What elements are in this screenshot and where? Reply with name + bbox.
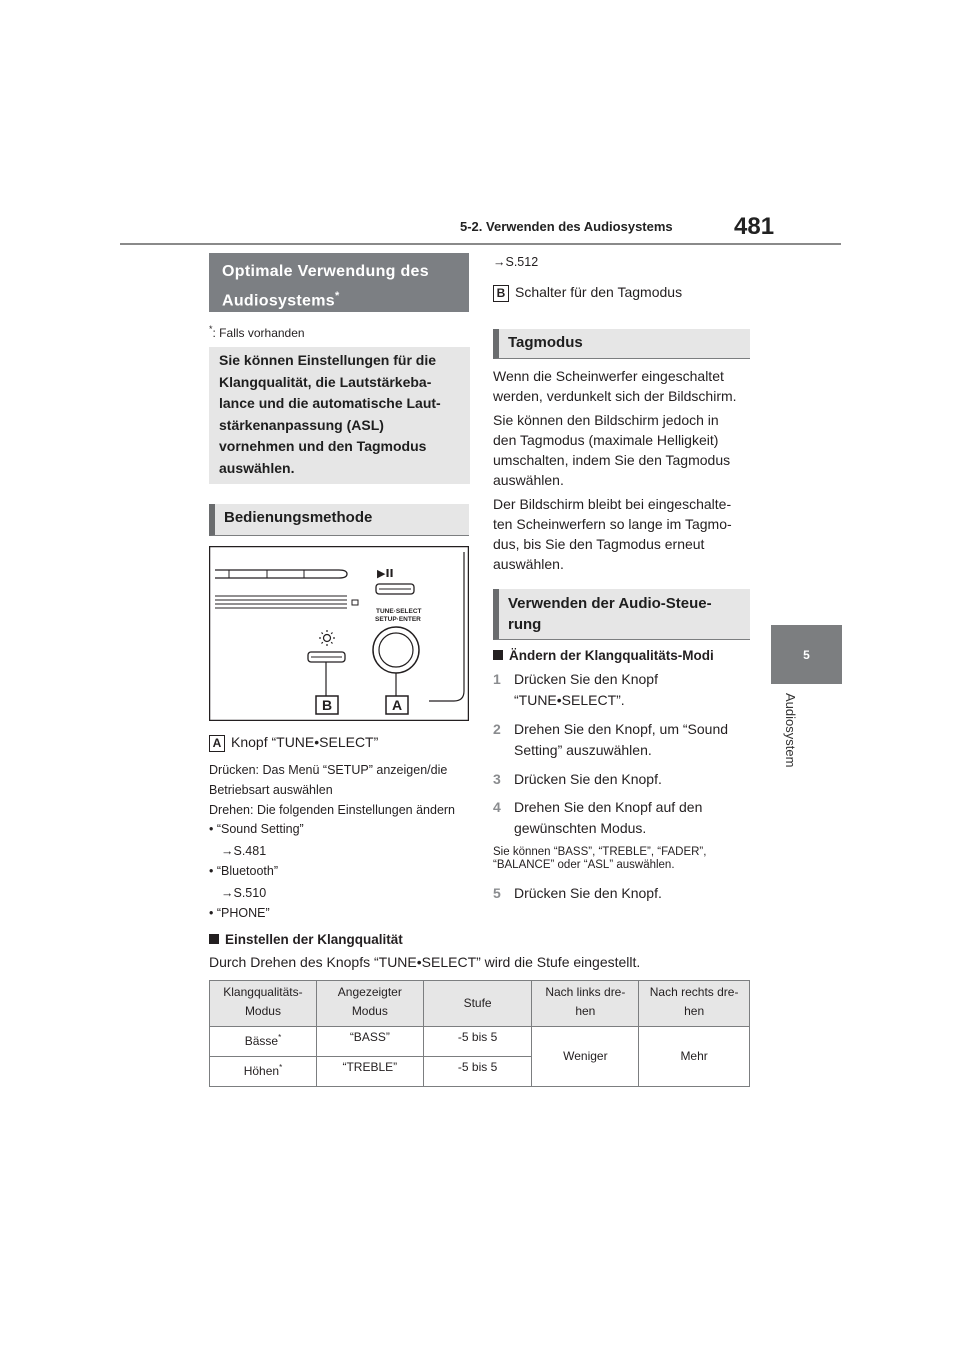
- step-text: Drehen Sie den Knopf, um “Sound: [514, 721, 729, 737]
- text-line: auswählen.: [493, 472, 564, 488]
- bullet-label: “Bluetooth”: [216, 864, 279, 878]
- section-title-daymode: Tagmodus: [493, 329, 750, 359]
- item-a-text: Knopf “TUNE•SELECT”: [231, 734, 379, 750]
- header-line: Klangqualitäts-: [223, 985, 303, 999]
- step-number: 2: [493, 721, 501, 737]
- table-row: [210, 1027, 750, 1057]
- item-a-label: A: [209, 735, 225, 752]
- chapter-label: Audiosystem: [783, 693, 798, 768]
- header-line: Modus: [351, 1004, 388, 1018]
- item-b: [493, 284, 682, 302]
- section-title-line2: Audiosystems: [222, 292, 335, 310]
- title-line: rung: [508, 616, 542, 633]
- bullet-sound-setting: • “Sound Setting”: [209, 822, 304, 836]
- section-title-audio-control: [493, 589, 750, 640]
- table-cell: Mehr: [639, 1027, 750, 1087]
- asterisk: *: [279, 1063, 283, 1072]
- bullet-label: “PHONE”: [216, 906, 270, 920]
- table-header: [532, 981, 639, 1027]
- press-line: Drücken: Das Menü “SETUP” anzeigen/die: [209, 763, 448, 777]
- control-panel-illustration: [209, 546, 469, 721]
- bullet-bluetooth: • “Bluetooth”: [209, 864, 279, 878]
- step-text: “TUNE•SELECT”.: [514, 692, 625, 708]
- chapter-tab[interactable]: [771, 625, 842, 684]
- callout-b: B: [321, 697, 333, 713]
- table-cell: [210, 1057, 317, 1087]
- table-cell: -5 bis 5: [423, 1057, 532, 1087]
- cell-text: Höhen: [243, 1064, 280, 1078]
- text-line: ten Scheinwerfern so lange im Tagmo-: [493, 516, 732, 532]
- ref-link[interactable]: →S.510: [221, 886, 267, 900]
- daymode-paragraph: [493, 366, 753, 406]
- step-1: [493, 669, 753, 711]
- subheading-text: Ändern der Klangqualitäts-Modi: [509, 648, 714, 663]
- ref-link[interactable]: →S.512: [493, 255, 539, 269]
- footnote-asterisk: *: [209, 324, 213, 334]
- step-number: 3: [493, 771, 501, 787]
- chapter-number: 5: [803, 647, 810, 662]
- asterisk: *: [334, 290, 340, 302]
- intro-box: [209, 347, 470, 484]
- table-header: [316, 981, 423, 1027]
- step-text: Drücken Sie den Knopf: [514, 671, 658, 687]
- intro-line: vornehmen und den Tagmodus: [219, 438, 427, 455]
- running-header: 5-2. Verwenden des Audiosystems: [460, 219, 673, 234]
- table-header: [639, 981, 750, 1027]
- header-line: Stufe: [463, 996, 492, 1010]
- table-cell: [210, 1027, 317, 1057]
- sound-quality-table: [209, 980, 750, 1087]
- table-cell: Weniger: [532, 1027, 639, 1087]
- intro-line: stärkenanpassung (ASL): [219, 416, 384, 433]
- step-number: 5: [493, 885, 501, 901]
- callout-a: A: [391, 697, 403, 713]
- step-text: Drehen Sie den Knopf auf den: [514, 799, 703, 815]
- step-text: Drücken Sie den Knopf.: [514, 771, 662, 787]
- table-header: [423, 981, 532, 1027]
- daymode-paragraph: [493, 494, 753, 574]
- title-line: Verwenden der Audio-Steue-: [508, 595, 712, 612]
- square-bullet-icon: [209, 934, 219, 944]
- note-line: Sie können “BASS”, “TREBLE”, “FADER”,: [493, 846, 707, 858]
- header-line: Modus: [244, 1004, 281, 1018]
- intro-line: auswählen.: [219, 459, 295, 476]
- header-line: Angezeigter: [337, 985, 402, 999]
- daymode-paragraph: [493, 410, 753, 490]
- text-line: dus, bis Sie den Tagmodus erneut: [493, 536, 705, 552]
- step-text: Setting” auszuwählen.: [514, 742, 652, 758]
- section-title-operation: Bedienungsmethode: [209, 504, 469, 536]
- bullet-label: “Sound Setting”: [216, 822, 304, 836]
- footnote-text: : Falls vorhanden: [212, 326, 305, 340]
- item-b-text: Schalter für den Tagmodus: [515, 284, 683, 300]
- note-line: “BALANCE” oder “ASL” auswählen.: [493, 859, 675, 871]
- bullet-phone: • “PHONE”: [209, 906, 270, 920]
- item-b-label: B: [493, 285, 509, 302]
- press-line: Betriebsart auswählen: [209, 783, 333, 797]
- square-bullet-icon: [493, 650, 503, 660]
- control-panel-figure: [209, 546, 469, 721]
- footnote: [209, 324, 305, 340]
- mode-note: [493, 846, 753, 872]
- step-4: [493, 797, 753, 839]
- subheading-sound-quality: [209, 932, 403, 947]
- section-title-line1: Optimale Verwendung des: [222, 263, 429, 280]
- step-text: gewünschten Modus.: [514, 820, 647, 836]
- intro-line: Sie können Einstellungen für die: [219, 352, 437, 368]
- table-header: [210, 981, 317, 1027]
- daymode-text: [493, 366, 753, 578]
- text-line: Der Bildschirm bleibt bei eingeschalte-: [493, 496, 732, 512]
- step-number: 4: [493, 799, 501, 815]
- subheading-text: Einstellen der Klangqualität: [225, 932, 403, 947]
- asterisk: *: [278, 1033, 282, 1042]
- knob-label-bottom: SETUP·ENTER: [375, 616, 421, 623]
- header-line: hen: [575, 1004, 596, 1018]
- step-number: 1: [493, 671, 501, 687]
- item-a: [209, 734, 378, 752]
- step-text: Drücken Sie den Knopf.: [514, 885, 662, 901]
- header-line: hen: [684, 1004, 705, 1018]
- page-number: 481: [734, 213, 775, 240]
- step-2: [493, 719, 753, 761]
- text-line: Wenn die Scheinwerfer eingeschaltet: [493, 368, 724, 384]
- knob-label-top: TUNE·SELECT: [376, 608, 422, 615]
- text-line: auswählen.: [493, 556, 564, 572]
- turn-description: Drehen: Die folgenden Einstellungen ändern: [209, 803, 456, 817]
- cell-text: Bässe: [244, 1034, 279, 1048]
- subheading-change-modes: [493, 648, 714, 663]
- intro-line: Klangqualität, die Lautstärkeba-: [219, 373, 432, 390]
- step-3: [493, 769, 753, 790]
- table-header-row: [210, 981, 750, 1027]
- play-pause-icon: ▶II: [377, 567, 394, 580]
- section-title-optimal-use: [209, 253, 469, 312]
- header-line: Nach links dre-: [545, 985, 626, 999]
- table-cell: “BASS”: [316, 1027, 423, 1057]
- press-description: [209, 760, 447, 800]
- text-line: werden, verdunkelt sich der Bildschirm.: [493, 388, 737, 404]
- table-cell: “TREBLE”: [316, 1057, 423, 1087]
- table-cell: -5 bis 5: [423, 1027, 532, 1057]
- ref-link[interactable]: →S.481: [221, 844, 267, 858]
- text-line: den Tagmodus (maximale Helligkeit): [493, 432, 719, 448]
- header-line: Nach rechts dre-: [649, 985, 739, 999]
- text-line: Sie können den Bildschirm jedoch in: [493, 412, 719, 428]
- intro-line: lance und die automatische Laut-: [219, 395, 441, 412]
- step-5: [493, 883, 753, 904]
- text-line: umschalten, indem Sie den Tagmodus: [493, 452, 731, 468]
- sound-quality-paragraph: Durch Drehen des Knopfs “TUNE•SELECT” wird die Stufe eingestellt.: [209, 954, 641, 970]
- header-rule: [120, 243, 841, 245]
